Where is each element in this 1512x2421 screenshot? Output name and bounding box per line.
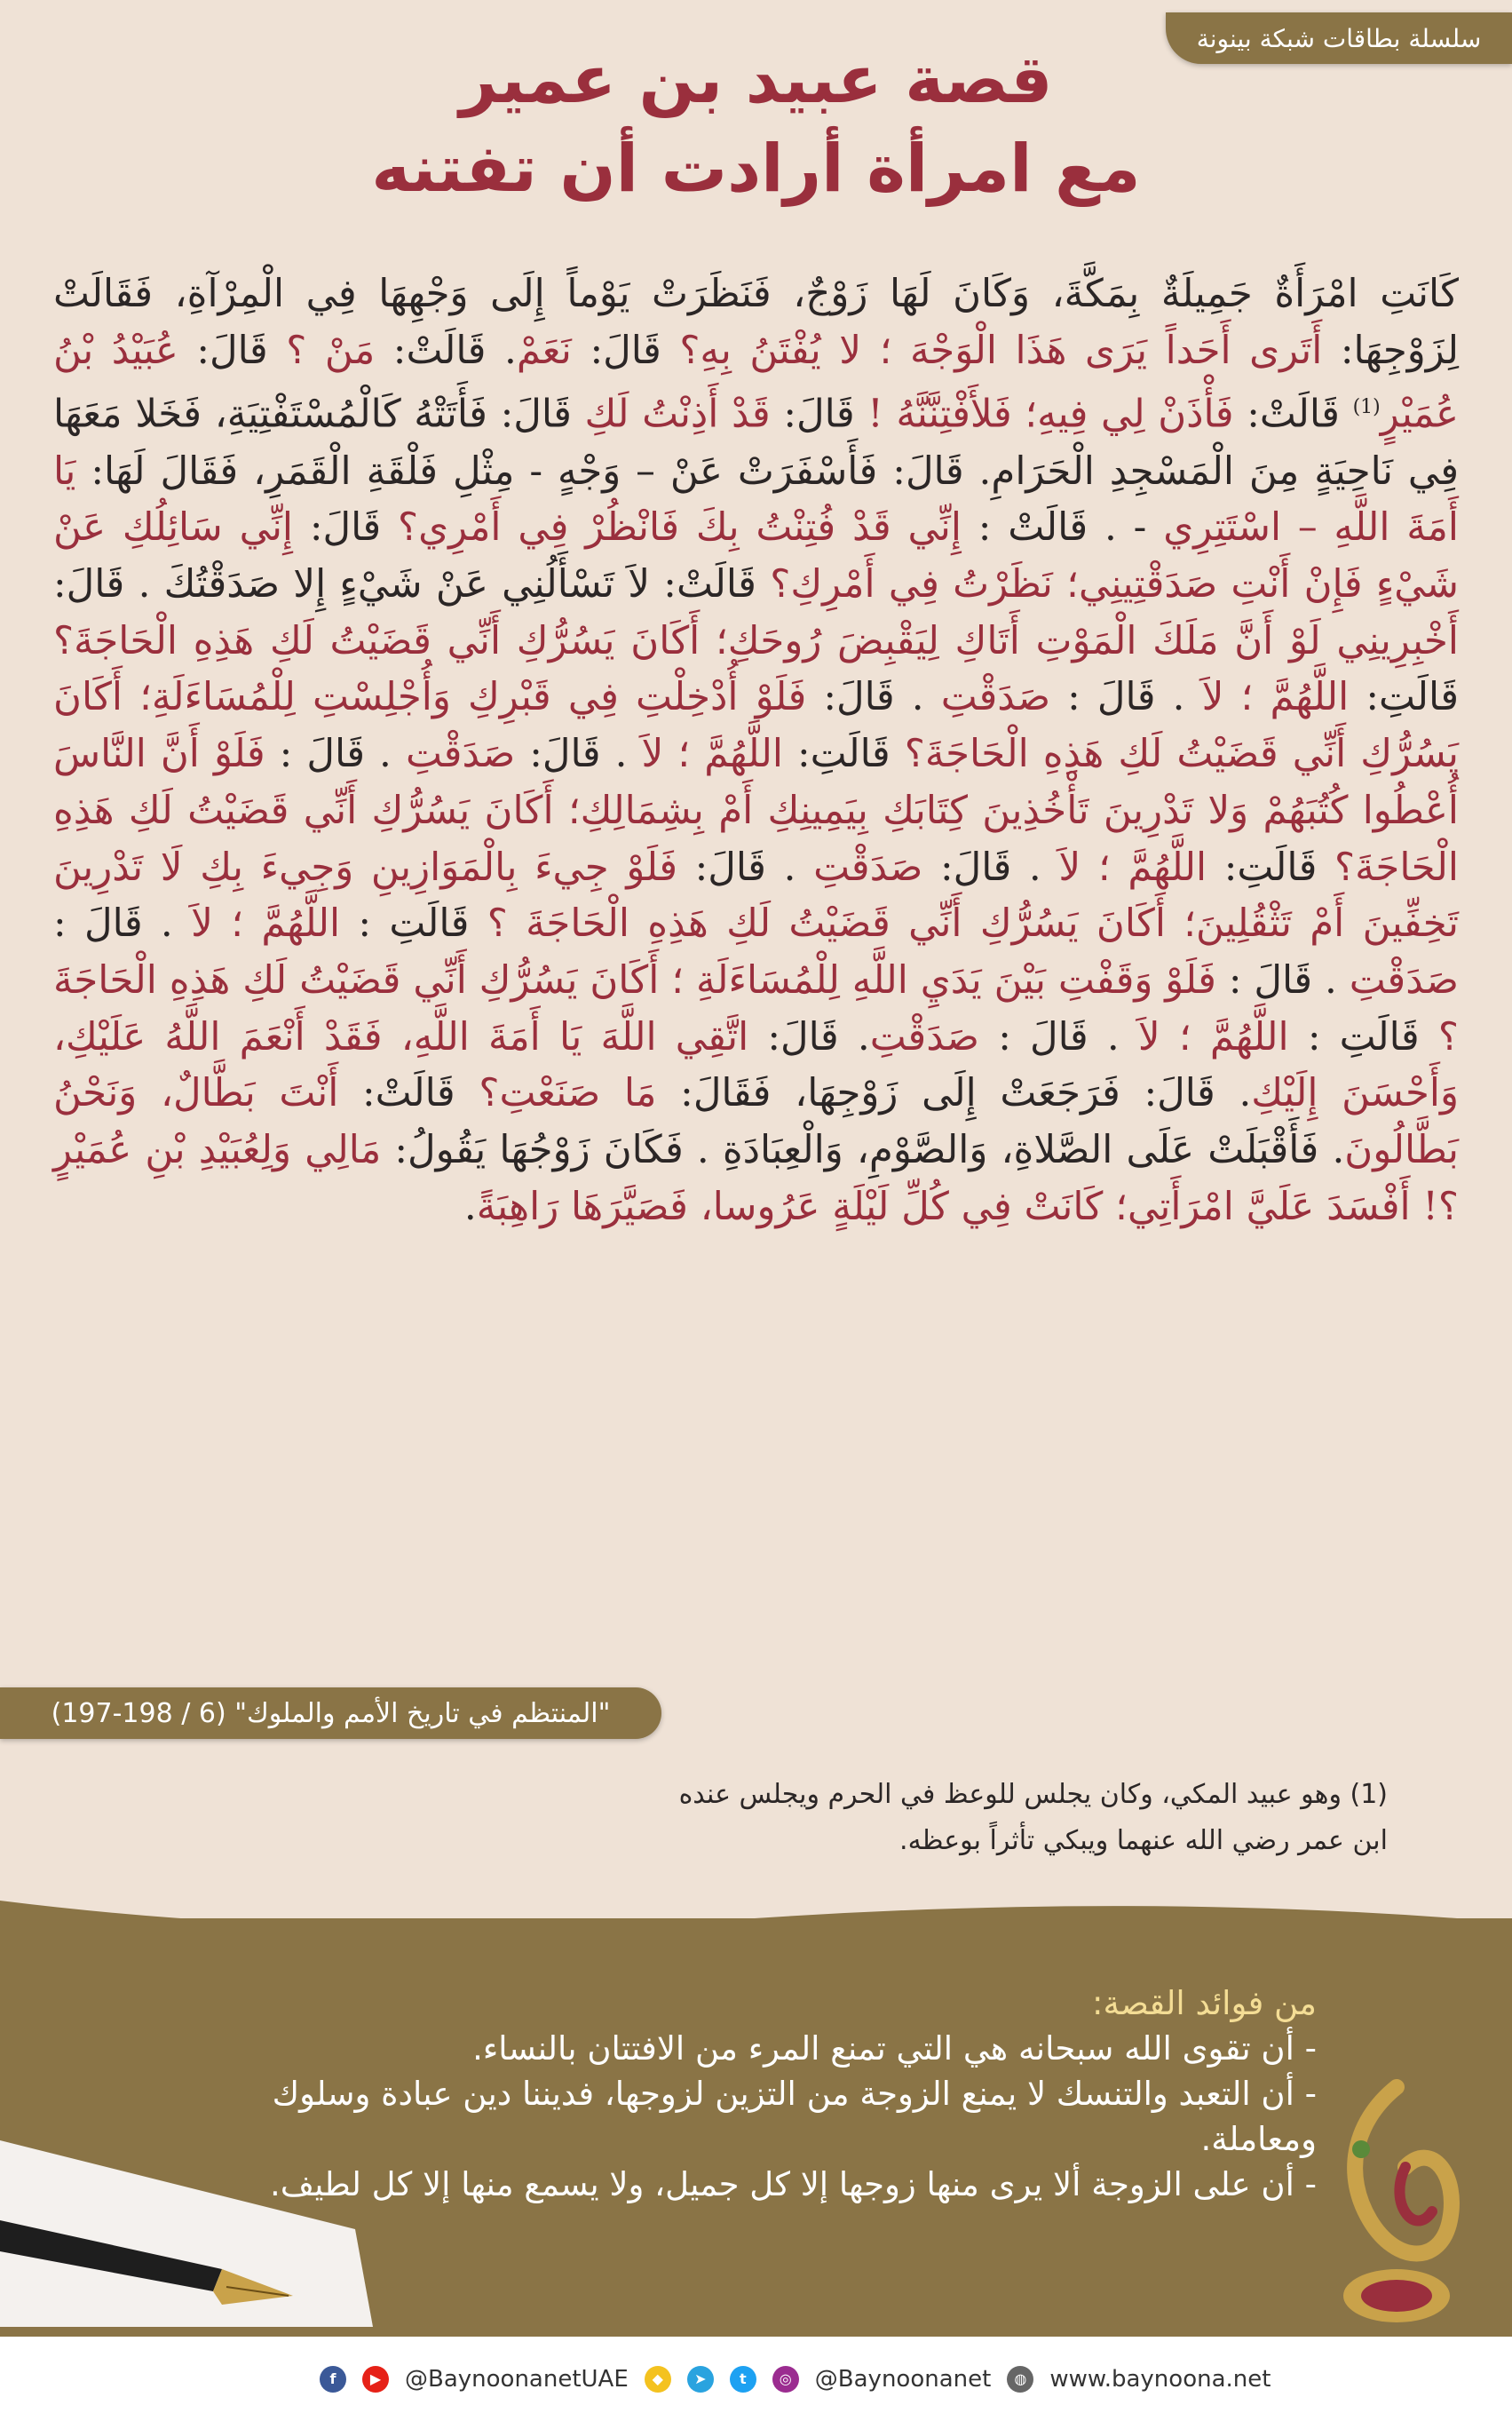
story-segment: نَعَمْ: [516, 328, 572, 373]
lessons-heading: من فوائد القصة:: [1092, 1984, 1317, 2022]
fountain-pen-illustration: [0, 2114, 373, 2327]
story-segment: صَدَقْتِ: [813, 845, 923, 890]
story-segment: مَالِي وَلِعُبَيْدِ بْنِ عُمَيْرٍ ؟! أَفْسَدَ عَلَيَّ امْرَأَتِي؛ كَانَتْ فِي كُلِّ لَيْلَةٍ عَرُوسا، فَصَيَّرَهَا رَاهِبَةً: [53, 1128, 1459, 1229]
story-text: [53, 266, 1459, 1235]
story-segment: مَنْ ؟: [286, 328, 376, 373]
story-segment: قَدْ أَذِنْتُ لَكِ: [584, 392, 771, 437]
story-segment: قَالَ:: [293, 505, 398, 551]
story-segment: قَالَتِ:: [782, 732, 905, 777]
snapchat-icon[interactable]: ◆: [645, 2366, 671, 2393]
story-segment: قَالَتِ :: [1288, 1014, 1438, 1060]
story-segment: قَالَ: فَأَتَتْهُ كَالْمُسْتَفْتِيَةِ، فَخَلا مَعَهَا فِي نَاحِيَةٍ مِنَ الْمَسْجِدِ الْحَرَامِ. قَالَ: فَأَسْفَرَتْ عَنْ – وَجْهٍ - مِثْلِ فَلْقَةِ الْقَمَرِ، فَقَالَ لَهَا:: [53, 392, 1459, 494]
story-segment: قَالَتْ:: [650, 562, 771, 607]
footnote: [500, 1772, 1388, 1864]
story-segment: قَالَتِ :: [340, 901, 487, 947]
story-segment: . قَالَ:: [806, 675, 941, 720]
series-label: سلسلة بطاقات شبكة بينونة: [1166, 12, 1512, 64]
story-segment: عُبَيْدُ بْنُ عُمَيْرٍ: [53, 328, 1459, 437]
globe-icon[interactable]: ◍: [1007, 2366, 1033, 2393]
footnote-line-1: (1) وهو عبيد المكي، وكان يجلس للوعظ في الحرم ويجلس عنده: [678, 1779, 1388, 1810]
story-segment: صَدَقْتِ: [405, 732, 516, 777]
story-segment: اللَّهُمَّ ؛ لاَ: [1137, 1014, 1289, 1060]
footnote-marker: (1): [1352, 396, 1381, 419]
story-segment: اتَّقِي اللَّهَ يَا أَمَةَ اللَّهِ، فَقَدْ أَنْعَمَ اللَّهُ عَلَيْكِ، وَأَحْسَنَ إِلَيْكِ: [53, 1014, 1460, 1116]
twitter-icon[interactable]: t: [730, 2366, 756, 2393]
footnote-line-2: ابن عمر رضي الله عنهما ويبكي تأثراً بوعظه.: [899, 1825, 1388, 1856]
footer-bar: [0, 2337, 1512, 2421]
telegram-icon[interactable]: ➤: [687, 2366, 714, 2393]
story-segment: صَدَقْتِ: [940, 675, 1051, 720]
lesson-item-2: - أن التعبد والتنسك لا يمنع الزوجة من التزين لزوجها، فديننا دين عبادة وسلوك ومعاملة.: [272, 2075, 1317, 2158]
story-segment: - . قَالَتْ :: [961, 505, 1164, 551]
story-segment: اللَّهُمَّ ؛ لاَ: [1201, 675, 1350, 720]
story-segment: . قَالَ:: [677, 845, 814, 890]
story-segment: مَا صَنَعْتِ؟: [479, 1071, 657, 1116]
instagram-icon[interactable]: ◎: [772, 2366, 799, 2393]
story-segment: أَتَرى أَحَداً يَرَى هَذَا الْوَجْهَ ؛ لا يُفْتَنُ بِهِ؟: [679, 328, 1323, 373]
story-segment: فَلَوْ وَقَفْتِ بَيْنَ يَدَيِ اللَّهِ لِلْمُسَاءَلَةِ ؛ أَكَانَ يَسُرُّكِ أَنِّي قَضَيْتُ لَكِ هَذِهِ الْحَاجَةَ ؟: [53, 957, 1459, 1060]
story-segment: . قَالَ:: [748, 1014, 870, 1060]
story-segment: اللَّهُمَّ ؛ لاَ: [1058, 845, 1207, 890]
story-segment: . قَالَ :: [53, 901, 192, 947]
story-segment: صَدَقْتِ: [869, 1014, 979, 1060]
story-segment: قَالَتْ:: [338, 1071, 479, 1116]
footer-handle-uae[interactable]: @BaynoonanetUAE: [405, 2365, 629, 2393]
youtube-icon[interactable]: ▶: [362, 2366, 389, 2393]
story-segment: أَنْتَ بَطَّالٌ، وَنَحْنُ بَطَّالُونَ: [53, 1071, 1459, 1173]
title-line-1: قصة عبيد بن عمير: [459, 42, 1053, 118]
story-segment: .: [463, 1184, 477, 1229]
story-segment: . قَالَ :: [1050, 675, 1202, 720]
story-segment: . قَالَ:: [53, 562, 164, 607]
story-segment: إِنِّي سَائِلُكِ عَنْ شَيْءٍ فَإِنْ أَنْتِ صَدَقْتِينِي؛ نَظَرْتُ فِي أَمْرِكِ؟: [53, 505, 1459, 607]
story-segment: اللَّهُمَّ ؛ لاَ: [641, 732, 783, 777]
footer-handle[interactable]: @Baynoonanet: [814, 2365, 992, 2393]
story-segment: اللَّهُمَّ ؛ لاَ: [191, 901, 341, 947]
story-segment: أَخْبِرِينِي لَوْ أَنَّ مَلَكَ الْمَوْتِ أَتَاكِ لِيَقْبِضَ رُوحَكِ؛ أَكَانَ يَسُرُّكِ أَنِّي قَضَيْتُ لَكِ هَذِهِ الْحَاجَةَ؟: [53, 618, 1459, 663]
lesson-item-3: - أن على الزوجة ألا يرى منها زوجها إلا كل جميل، ولا يسمع منها إلا كل لطيف.: [270, 2165, 1317, 2203]
story-segment: فَلَوْ أُدْخِلْتِ فِي قَبْرِكِ وَأُجْلِسْتِ لِلْمُسَاءَلَةِ؛ أَكَانَ يَسُرُّكِ أَنِّي قَضَيْتُ لَكِ هَذِهِ الْحَاجَةَ؟: [53, 675, 1459, 777]
lesson-item-1: - أن تقوى الله سبحانه هي التي تمنع المرء من الافتتان بالنساء.: [472, 2029, 1317, 2068]
story-segment: . فَأَقْبَلَتْ عَلَى الصَّلاةِ، وَالصَّوْمِ، وَالْعِبَادَةِ . فَكَانَ زَوْجُهَا يَقُولُ:: [381, 1128, 1345, 1173]
story-segment: فَأْذَنْ لِي فِيهِ؛ فَلأَفْتِنَّنَّهُ !: [867, 392, 1234, 437]
page-title: [0, 36, 1512, 213]
story-segment: يَا أَمَةَ اللَّهِ – اسْتَتِرِي: [53, 448, 1459, 551]
baynoona-logo-icon: [1299, 2069, 1494, 2336]
story-segment: صَدَقْتِ: [1349, 957, 1459, 1003]
story-segment: إِنِّي قَدْ فُتِنْتُ بِكَ فَانْظُرْ فِي أَمْرِي؟: [397, 505, 962, 551]
story-segment: فَلَوْ جِيءَ بِالْمَوَازِينِ وَجِيءَ بِكِ لَا تَدْرِينَ تَخِفِّينَ أَمْ تَثْقُلِينَ؛ أَكَانَ يَسُرُّكِ أَنِّي قَضَيْتُ لَكِ هَذِهِ الْحَاجَةَ ؟: [53, 845, 1459, 947]
facebook-icon[interactable]: f: [320, 2366, 346, 2393]
story-segment: . قَالَ: فَرَجَعَتْ إِلَى زَوْجِهَا، فَقَالَ:: [656, 1071, 1252, 1116]
story-segment: . قَالَ :: [265, 732, 406, 777]
story-segment: قَالَتْ:: [1233, 392, 1353, 437]
story-segment: قَالَ:: [571, 328, 680, 373]
story-segment: لاَ تَسْأَلُنِي عَنْ شَيْءٍ إِلا صَدَقْتُكَ: [163, 562, 651, 607]
story-segment: قَالَتِ:: [1349, 675, 1460, 720]
story-segment: كَانَتِ امْرَأَةٌ جَمِيلَةٌ بِمَكَّةَ، وَكَانَ لَهَا زَوْجٌ، فَنَظَرَتْ يَوْماً إِلَى وَجْهِهَا فِي الْمِرْآةِ، فَقَالَتْ لِزَوْجِهَا:: [53, 272, 1459, 373]
story-segment: قَالَ:: [178, 328, 287, 373]
footer-website[interactable]: www.baynoona.net: [1049, 2365, 1271, 2393]
story-segment: . قَالَ:: [922, 845, 1059, 890]
story-segment: . قَالَ :: [1215, 957, 1350, 1003]
story-segment: قَالَتِ:: [1207, 845, 1335, 890]
story-segment: . قَالَ:: [515, 732, 642, 777]
story-segment: قَالَ:: [770, 392, 868, 437]
story-segment: . قَالَ :: [979, 1014, 1138, 1060]
story-segment: . قَالَتْ:: [375, 328, 517, 373]
title-line-2: مع امرأة أرادت أن تفتنه: [371, 131, 1141, 207]
story-segment: فَلَوْ أَنَّ النَّاسَ أُعْطُوا كُتُبَهُمْ وَلا تَدْرِينَ تَأْخُذِينَ كِتَابَكِ بِيَمِينِكِ أَمْ بِشِمَالِكِ؛ أَكَانَ يَسُرُّكِ أَنِّي قَضَيْتُ لَكِ هَذِهِ الْحَاجَةَ؟: [53, 732, 1459, 890]
source-citation: "المنتظم في تاريخ الأمم والملوك" (6 / 198-197): [0, 1687, 661, 1739]
